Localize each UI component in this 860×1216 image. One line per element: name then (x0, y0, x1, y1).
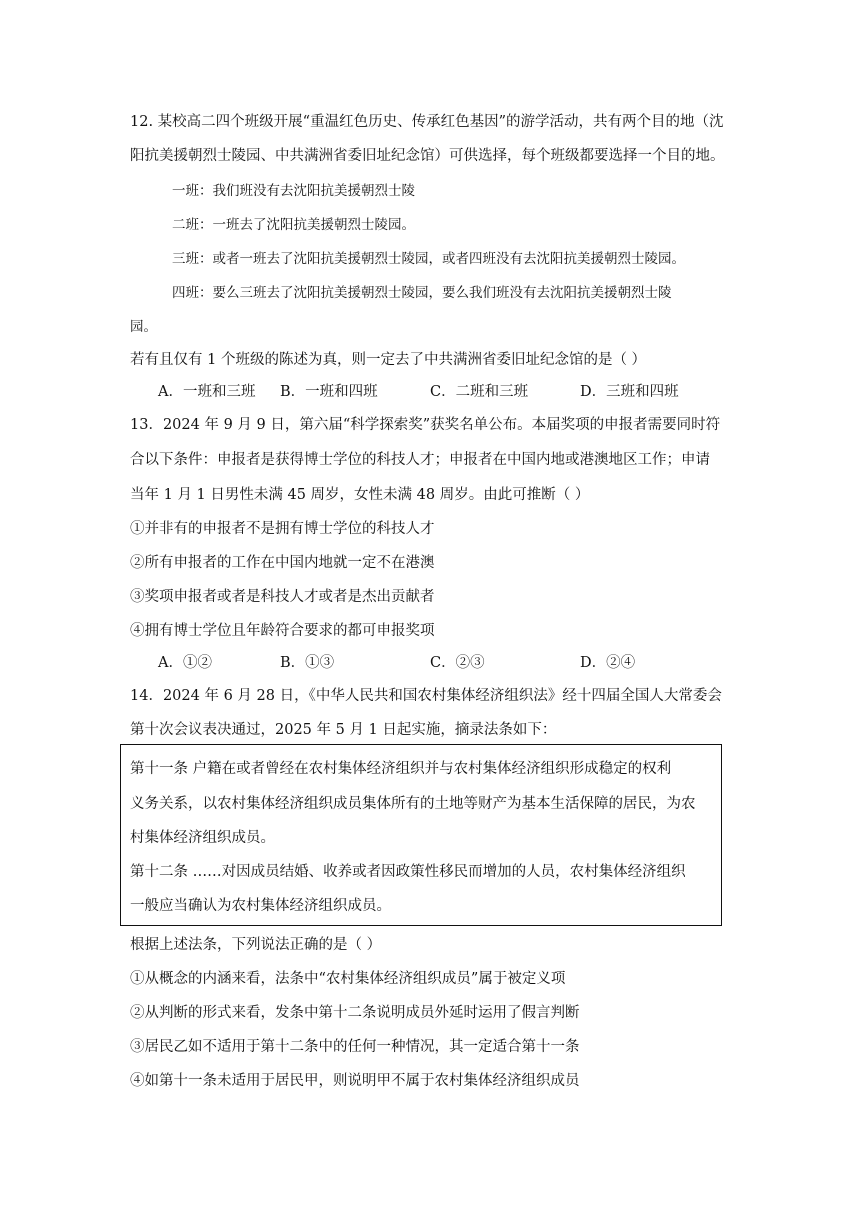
q13-item-2: ②所有申报者的工作在中国内地就一定不在港澳 (130, 555, 435, 571)
q13-option-d[interactable]: D．②④ (580, 655, 636, 671)
q12-statement-4-line2: 园。 (130, 319, 157, 335)
q13-item-3: ③奖项申报者或者是科技人才或者是杰出贡献者 (130, 589, 435, 605)
q13-option-c[interactable]: C．②③ (430, 655, 485, 671)
q13-stem-line1: 13．2024 年 9 月 9 日，第六届“科学探索奖”获奖名单公布。本届奖项的申报者需要同时符 (130, 417, 721, 433)
q14-question: 根据上述法条，下列说法正确的是（ ） (130, 937, 382, 953)
q12-option-a[interactable]: A．一班和三班 (158, 384, 256, 400)
q13-item-1: ①并非有的申报者不是拥有博士学位的科技人才 (130, 521, 435, 537)
q12-statement-1: 一班：我们班没有去沈阳抗美援朝烈士陵 (172, 183, 415, 199)
law-article-11-line1: 第十一条 户籍在或者曾经在农村集体经济组织并与农村集体经济组织形成稳定的权利 (130, 761, 672, 777)
law-article-11-line3: 村集体经济组织成员。 (130, 830, 275, 846)
q12-statement-2: 二班：一班去了沈阳抗美援朝烈士陵园。 (172, 217, 415, 233)
q12-option-d[interactable]: D．三班和四班 (580, 384, 679, 400)
law-article-12-line2: 一般应当确认为农村集体经济组织成员。 (130, 898, 391, 914)
q12-stem-line2: 阳抗美援朝烈士陵园、中共满洲省委旧址纪念馆）可供选择，每个班级都要选择一个目的地。 (130, 148, 725, 164)
q13-option-b[interactable]: B．①③ (280, 655, 335, 671)
q13-option-a[interactable]: A．①② (158, 655, 212, 671)
q13-stem-line2: 合以下条件：申报者是获得博士学位的科技人才；申报者在中国内地或港澳地区工作；申请 (130, 452, 710, 468)
q12-option-b[interactable]: B．一班和四班 (280, 384, 378, 400)
q14-item-1: ①从概念的内涵来看，法条中“农村集体经济组织成员”属于被定义项 (130, 971, 566, 987)
q12-statement-3: 三班：或者一班去了沈阳抗美援朝烈士陵园，或者四班没有去沈阳抗美援朝烈士陵园。 (172, 251, 685, 267)
q14-stem-line1: 14．2024 年 6 月 28 日，《中华人民共和国农村集体经济组织法》经十四届全国人大常委会 (130, 688, 722, 704)
q13-item-4: ④拥有博士学位且年龄符合要求的都可申报奖项 (130, 623, 435, 639)
q14-stem-line2: 第十次会议表决通过，2025 年 5 月 1 日起实施，摘录法条如下： (130, 722, 557, 738)
q14-item-2: ②从判断的形式来看，发条中第十二条说明成员外延时运用了假言判断 (130, 1005, 580, 1021)
q14-item-4: ④如第十一条未适用于居民甲，则说明甲不属于农村集体经济组织成员 (130, 1073, 580, 1089)
q12-stem-line1: 12. 某校高二四个班级开展“重温红色历史、传承红色基因”的游学活动，共有两个目的地（沈 (130, 114, 724, 130)
q14-item-3: ③居民乙如不适用于第十二条中的任何一种情况，其一定适合第十一条 (130, 1039, 580, 1055)
law-article-12-line1: 第十二条 ……对因成员结婚、收养或者因政策性移民而增加的人员，农村集体经济组织 (130, 864, 686, 880)
q12-option-c[interactable]: C．二班和三班 (430, 384, 529, 400)
q12-statement-4-line1: 四班：要么三班去了沈阳抗美援朝烈士陵园，要么我们班没有去沈阳抗美援朝烈士陵 (172, 285, 672, 301)
law-article-11-line2: 义务关系，以农村集体经济组织成员集体所有的土地等财产为基本生活保障的居民，为农 (130, 796, 696, 812)
q13-stem-line3: 当年 1 月 1 日男性未满 45 周岁，女性未满 48 周岁。由此可推断（ ） (130, 487, 590, 503)
q12-question: 若有且仅有 1 个班级的陈述为真，则一定去了中共满洲省委旧址纪念馆的是（ ） (130, 352, 647, 368)
